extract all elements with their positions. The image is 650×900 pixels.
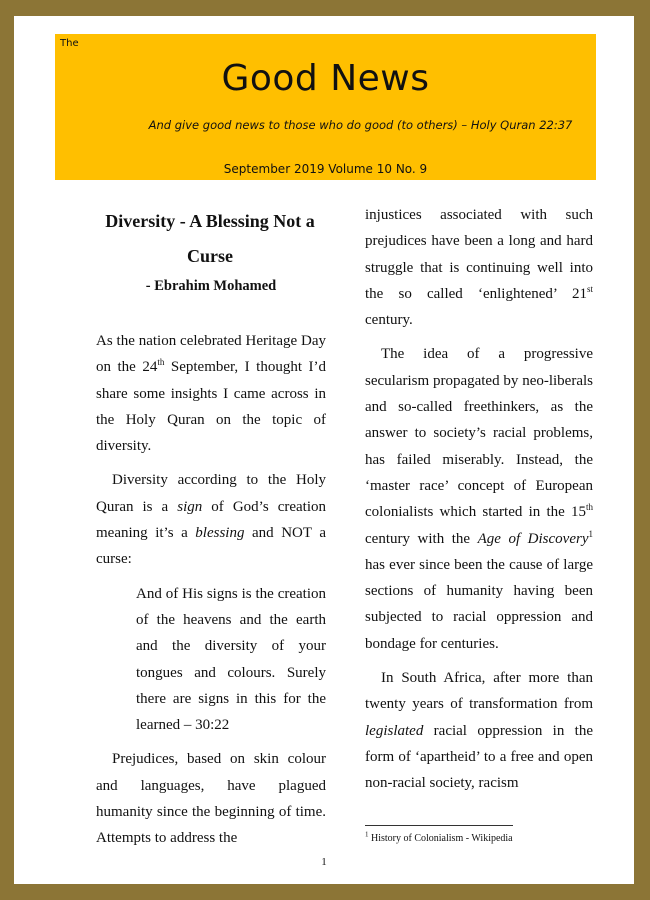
footnote-reference: 1 [588, 528, 593, 539]
paragraph-1: As the nation celebrated Heritage Day on the 24th September, I thought I’d share some insights I came across in the Holy Quran on the topic of diversity. [96, 333, 326, 455]
paragraph-5: In South Africa, after more than twenty years of transformation from legislated racial oppression in the form of ‘apartheid’ to a free and open non-racial society, racism [365, 670, 593, 792]
issue-info: September 2019 Volume 10 No. 9 [223, 162, 428, 176]
masthead [55, 34, 596, 180]
newsletter-title: Good News [221, 58, 430, 99]
right-column [365, 202, 593, 805]
footnote-divider [365, 825, 513, 826]
newsletter-page [14, 16, 634, 884]
page-number: 1 [321, 856, 327, 868]
masthead-tagline: And give good news to those who do good (to others) – Holy Quran 22:37 [148, 118, 573, 132]
quran-quote: And of His signs is the creation of the heavens and the earth and the diversity of your tongues and colours. Surely there are signs in this for the learned – 30:22 [136, 585, 326, 734]
masthead-prefix: The [60, 38, 79, 49]
paragraph-3-continued: injustices associated with such prejudices have been a long and hard struggle that is continuing well into the so called ‘enlightened’ 21st century. [365, 207, 593, 329]
paragraph-3: Prejudices, based on skin colour and languages, have plagued humanity since the beginning of time. Attempts to address the [96, 751, 326, 847]
paragraph-4: The idea of a progressive secularism propagated by neo-liberals and so-called freethinkers, as the answer to society’s racial problems, has failed miserably. Instead, the ‘master race’ concept of European colonialists which started in the 15th century with the Age of Discovery$^1$ has ever since been the cause of large sections of humanity having been subjected to racial oppression and bondage for centuries. [365, 346, 593, 652]
article-title: Diversity - A Blessing Not a Curse [105, 211, 315, 266]
paragraph-2: Diversity according to the Holy Quran is a sign of God’s creation meaning it’s a blessing and NOT a curse: [96, 472, 326, 568]
left-column [96, 204, 326, 860]
footnote: $^1$ History of Colonialism - Wikipedia [365, 830, 513, 844]
article-byline: - Ebrahim Mohamed [145, 278, 277, 294]
